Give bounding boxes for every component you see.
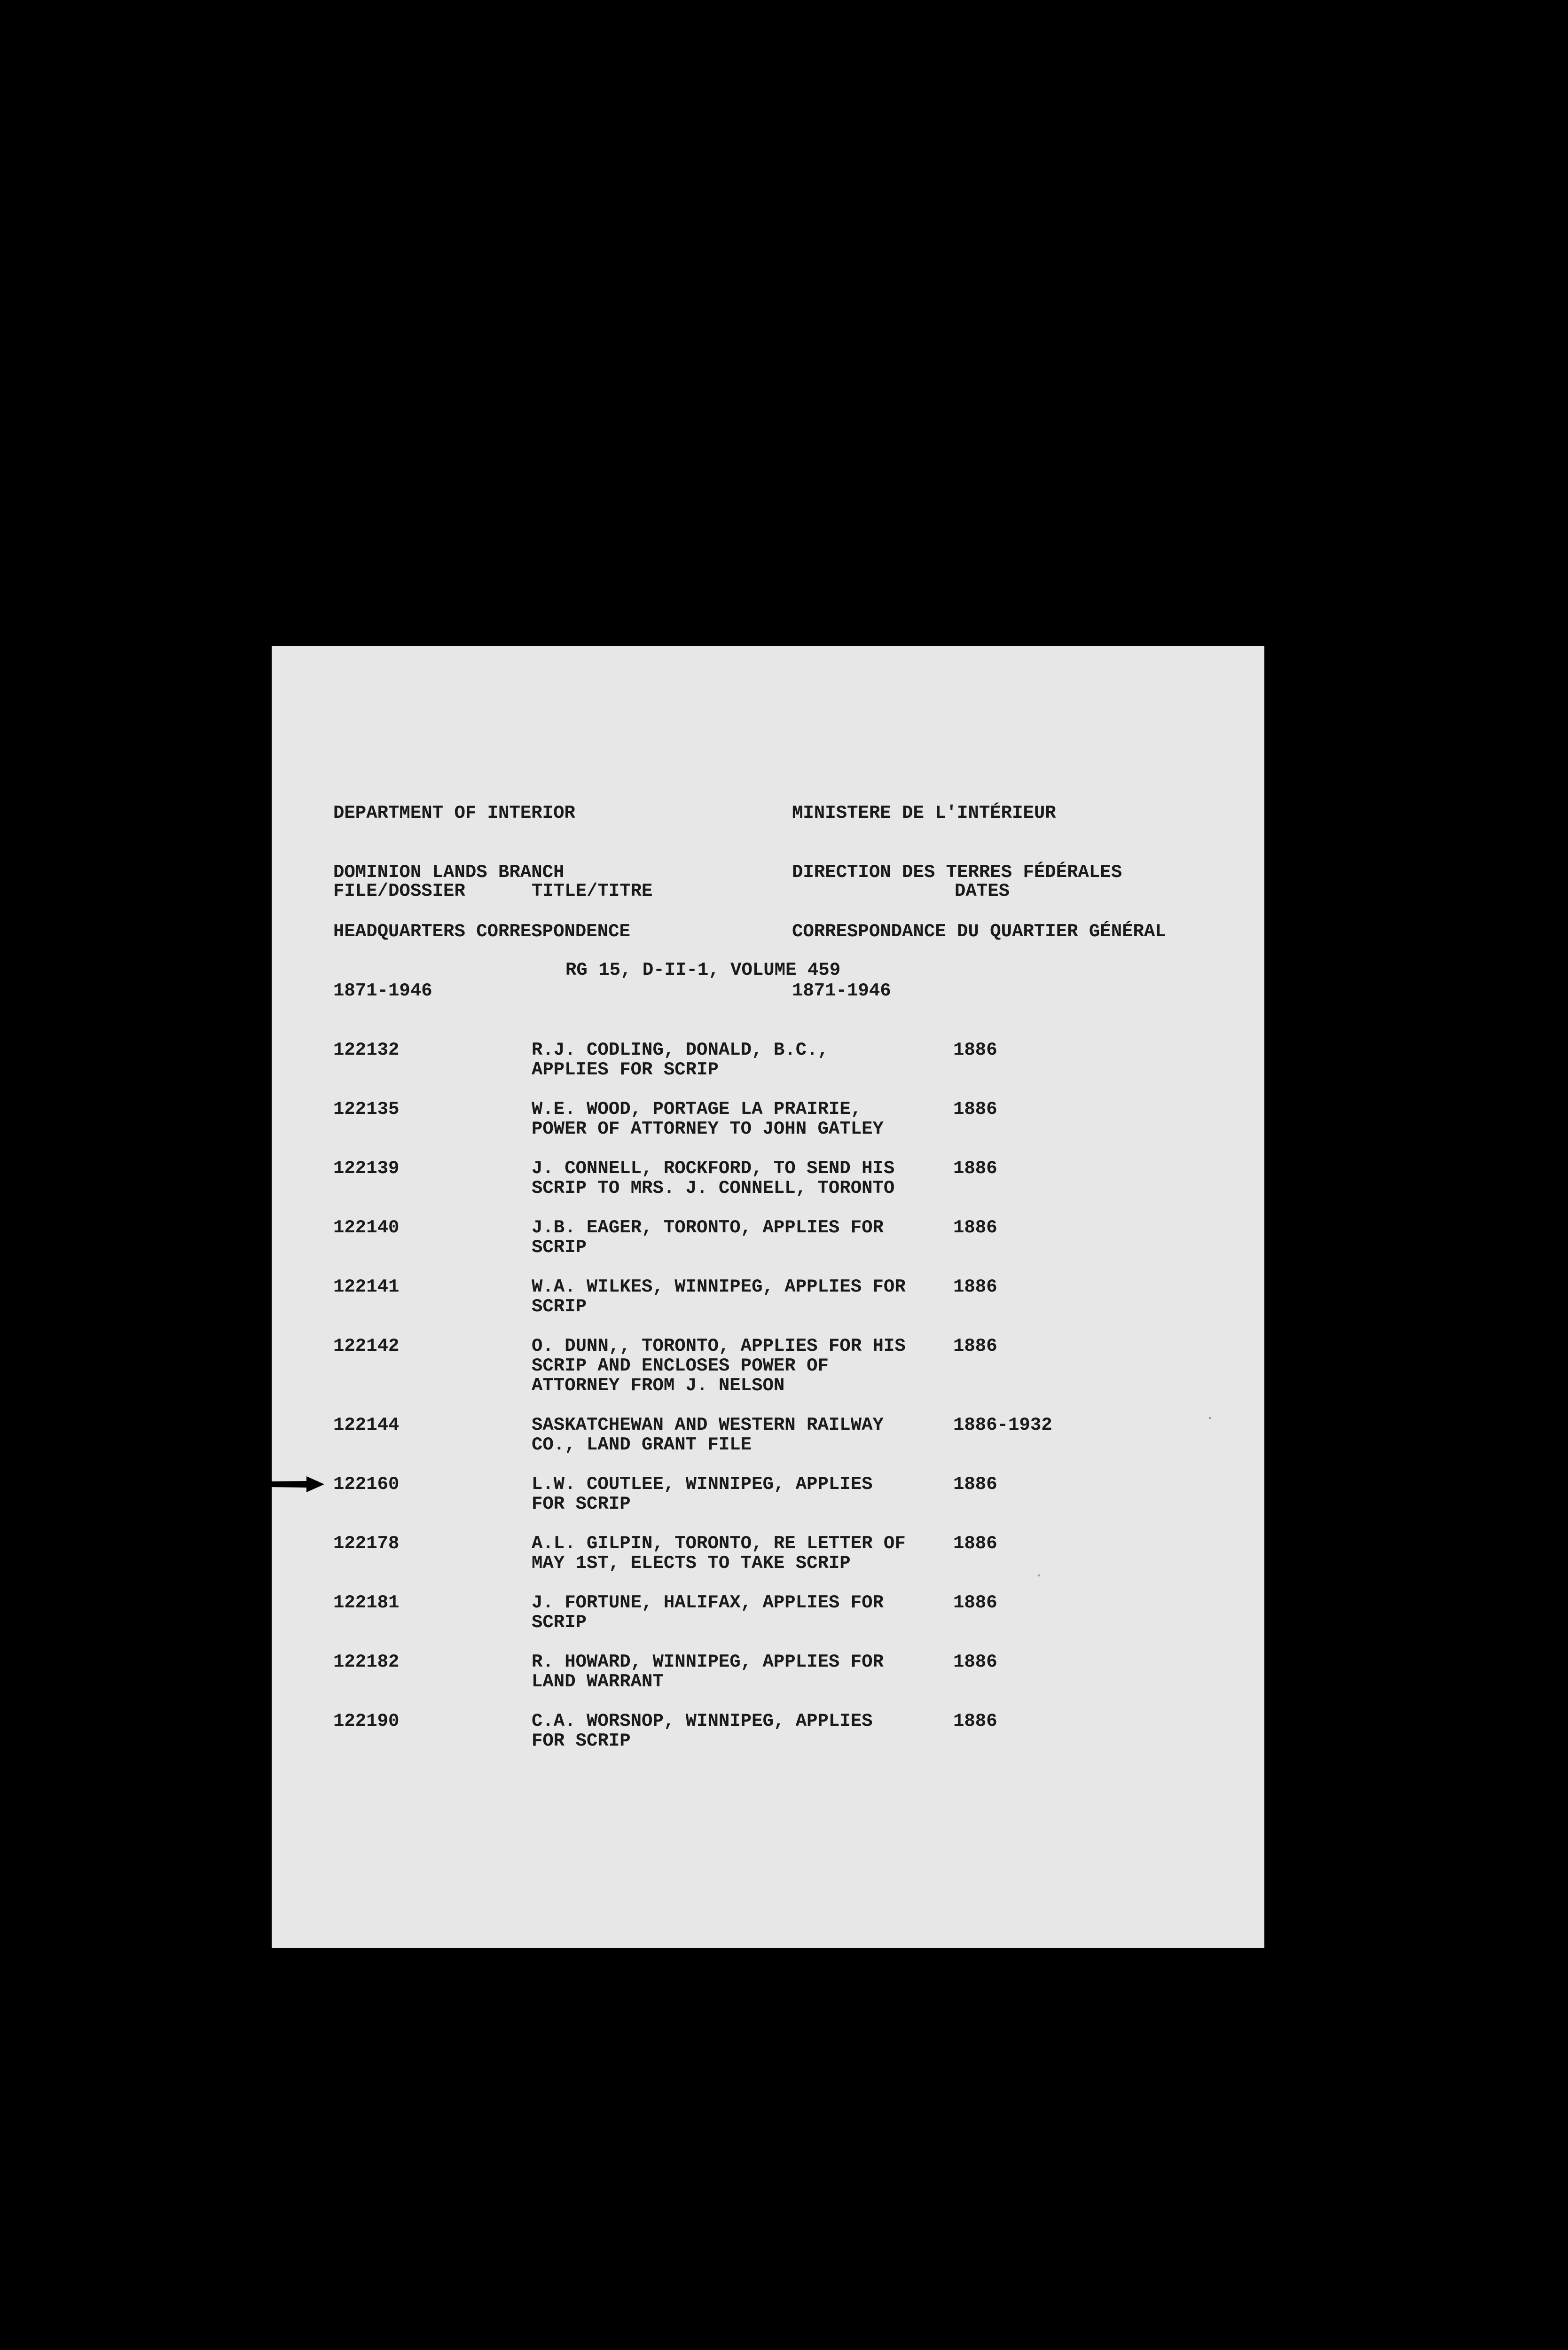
entry-row [272, 1277, 1264, 1316]
document-page [272, 646, 1264, 1948]
entry-dates: 1886 [953, 1277, 997, 1297]
entry-row [272, 1159, 1264, 1198]
entry-title [532, 1099, 945, 1139]
entry-row [272, 1534, 1264, 1573]
entry-row [272, 1099, 1264, 1139]
entry-title [532, 1415, 945, 1455]
entry-file-number: 122140 [333, 1217, 400, 1238]
entry-dates: 1886 [953, 1217, 997, 1238]
entry-title [532, 1534, 945, 1573]
entry-row [272, 1336, 1264, 1395]
entry-row [272, 1593, 1264, 1632]
entry-dates: 1886 [953, 1533, 997, 1554]
entry-title-line: R. HOWARD, WINNIPEG, APPLIES FOR [532, 1652, 884, 1672]
header-english [333, 764, 630, 1040]
entry-title-line: CO., LAND GRANT FILE [532, 1434, 752, 1455]
entry-title-line: POWER OF ATTORNEY TO JOHN GATLEY [532, 1119, 884, 1139]
entry-file-number: 122182 [333, 1652, 400, 1672]
entry-title [532, 1040, 945, 1080]
entry-title [532, 1159, 945, 1198]
entry-dates: 1886 [953, 1040, 997, 1060]
header-french [792, 764, 1166, 1040]
entry-title [532, 1593, 945, 1632]
entry-title [532, 1652, 945, 1692]
volume-heading: RG 15, D-II-1, VOLUME 459 [565, 960, 841, 980]
entry-title-line: FOR SCRIP [532, 1494, 631, 1514]
column-header-dates: DATES [955, 881, 1010, 901]
entry-row [272, 1652, 1264, 1692]
entry-dates: 1886-1932 [953, 1415, 1052, 1435]
entry-title [532, 1474, 945, 1514]
entry-title-line: R.J. CODLING, DONALD, B.C., [532, 1040, 829, 1060]
entry-title-line: SCRIP [532, 1296, 587, 1317]
entry-title-line: LAND WARRANT [532, 1671, 664, 1692]
entry-row [272, 1218, 1264, 1257]
entry-title-line: J.B. EAGER, TORONTO, APPLIES FOR [532, 1217, 884, 1238]
entry-title-line: SCRIP TO MRS. J. CONNELL, TORONTO [532, 1178, 895, 1198]
entry-title-line: W.E. WOOD, PORTAGE LA PRAIRIE, [532, 1099, 862, 1120]
entry-dates: 1886 [953, 1099, 997, 1120]
entry-file-number: 122178 [333, 1533, 400, 1554]
entry-dates: 1886 [953, 1652, 997, 1672]
entry-row [272, 1040, 1264, 1080]
entry-file-number: 122144 [333, 1415, 400, 1435]
header-line: MINISTERE DE L'INTÉRIEUR [792, 803, 1056, 823]
entry-file-number: 122160 [333, 1474, 400, 1495]
entry-dates: 1886 [953, 1592, 997, 1613]
entry-row [272, 1474, 1264, 1514]
entry-dates: 1886 [953, 1336, 997, 1356]
pointer-arrow-icon [269, 1476, 325, 1492]
header-line: CORRESPONDANCE DU QUARTIER GÉNÉRAL [792, 921, 1166, 942]
entry-title-line: C.A. WORSNOP, WINNIPEG, APPLIES [532, 1711, 873, 1731]
entry-title [532, 1277, 945, 1316]
entry-dates: 1886 [953, 1158, 997, 1179]
header-line: DIRECTION DES TERRES FÉDÉRALES [792, 862, 1122, 883]
header-line: HEADQUARTERS CORRESPONDENCE [333, 921, 630, 942]
entry-title-line: ATTORNEY FROM J. NELSON [532, 1375, 785, 1396]
column-header-file: FILE/DOSSIER [333, 881, 465, 901]
header-line: DOMINION LANDS BRANCH [333, 862, 564, 883]
entry-file-number: 122132 [333, 1040, 400, 1060]
entry-title-line: SASKATCHEWAN AND WESTERN RAILWAY [532, 1415, 884, 1435]
entry-title-line: A.L. GILPIN, TORONTO, RE LETTER OF [532, 1533, 906, 1554]
entry-title-line: W.A. WILKES, WINNIPEG, APPLIES FOR [532, 1277, 906, 1297]
header-line: 1871-1946 [792, 980, 891, 1001]
entry-file-number: 122190 [333, 1711, 400, 1731]
entry-file-number: 122181 [333, 1592, 400, 1613]
entry-title [532, 1336, 945, 1395]
entry-title-line: MAY 1ST, ELECTS TO TAKE SCRIP [532, 1553, 851, 1574]
column-header-title: TITLE/TITRE [532, 881, 653, 901]
header-line: 1871-1946 [333, 980, 432, 1001]
entry-row [272, 1415, 1264, 1455]
entry-title [532, 1711, 945, 1751]
entry-title-line: SCRIP [532, 1237, 587, 1258]
entry-title-line: J. CONNELL, ROCKFORD, TO SEND HIS [532, 1158, 895, 1179]
entry-title [532, 1218, 945, 1257]
entry-title-line: SCRIP [532, 1612, 587, 1633]
entry-file-number: 122139 [333, 1158, 400, 1179]
entry-file-number: 122135 [333, 1099, 400, 1120]
entry-file-number: 122142 [333, 1336, 400, 1356]
entry-title-line: L.W. COUTLEE, WINNIPEG, APPLIES [532, 1474, 873, 1495]
entry-title-line: FOR SCRIP [532, 1731, 631, 1751]
entry-title-line: SCRIP AND ENCLOSES POWER OF [532, 1355, 829, 1376]
entry-file-number: 122141 [333, 1277, 400, 1297]
header-line: DEPARTMENT OF INTERIOR [333, 803, 575, 823]
entry-title-line: J. FORTUNE, HALIFAX, APPLIES FOR [532, 1592, 884, 1613]
entry-title-line: O. DUNN,, TORONTO, APPLIES FOR HIS [532, 1336, 906, 1356]
entry-dates: 1886 [953, 1711, 997, 1731]
entry-dates: 1886 [953, 1474, 997, 1495]
entry-title-line: APPLIES FOR SCRIP [532, 1059, 719, 1080]
entry-row [272, 1711, 1264, 1751]
